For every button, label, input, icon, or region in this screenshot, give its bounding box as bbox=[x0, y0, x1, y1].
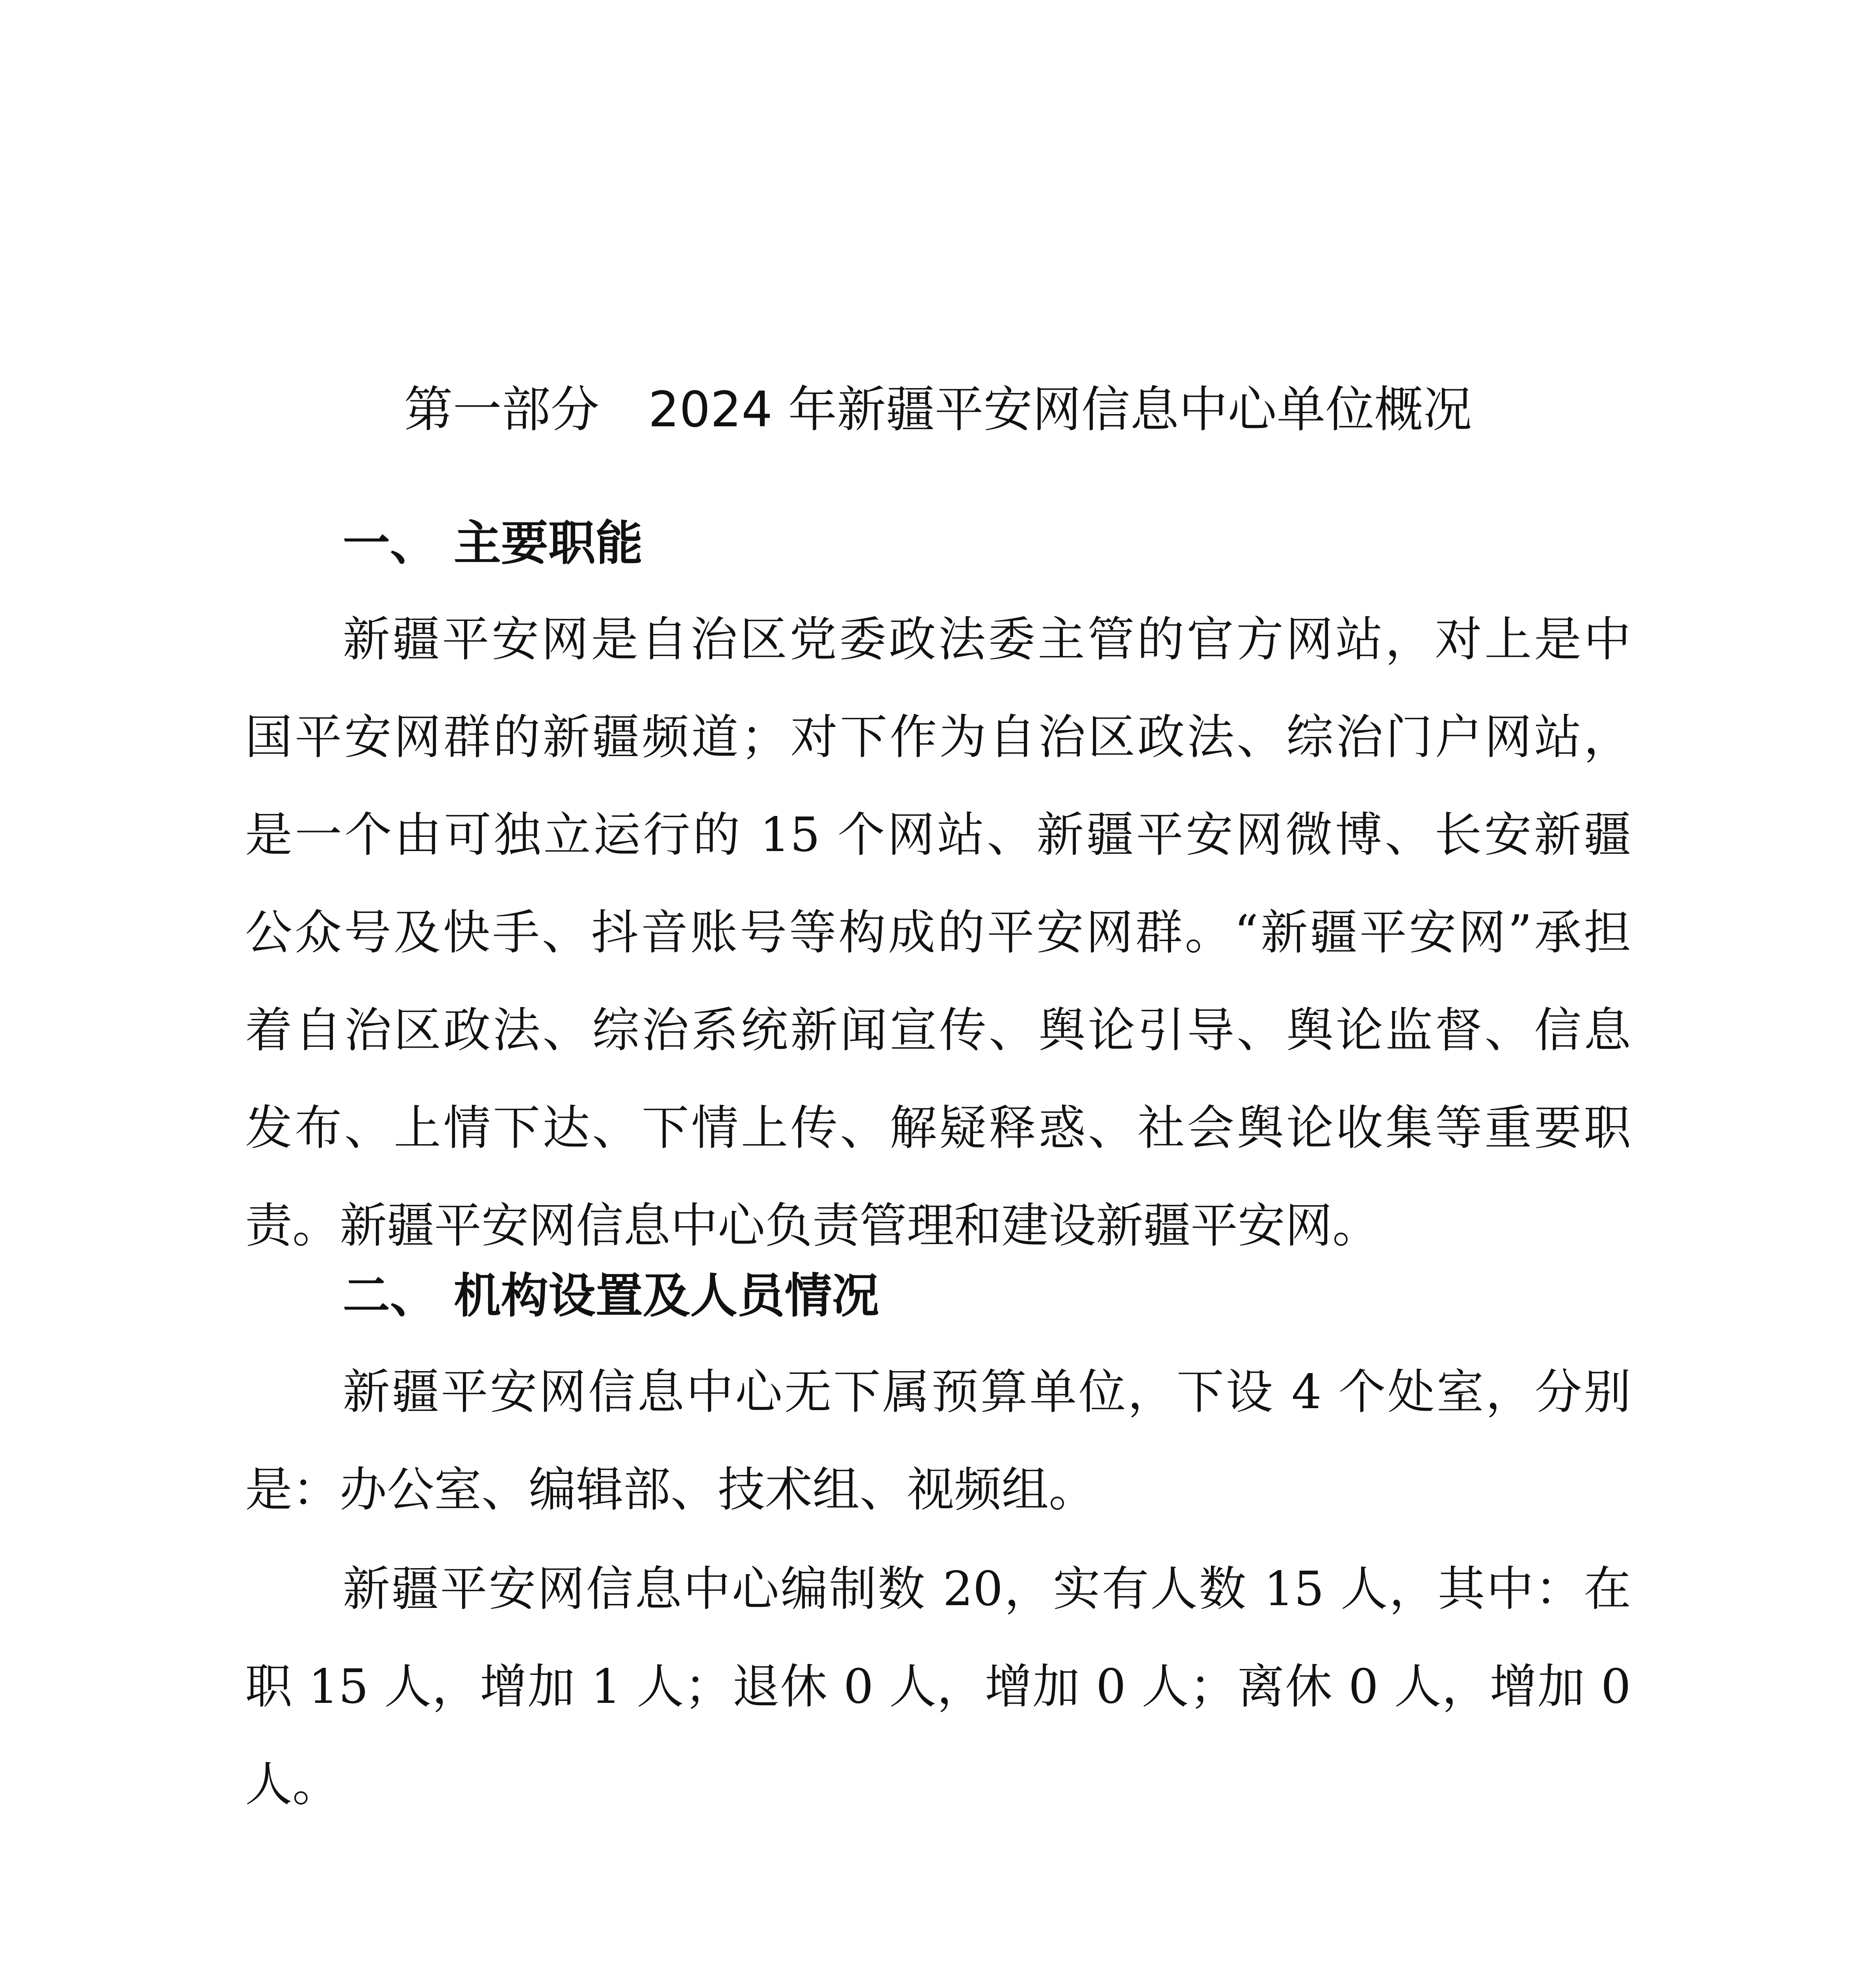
paragraph-line: 着自治区政法、综治系统新闻宣传、舆论引导、舆论监督、信息 bbox=[245, 1003, 1631, 1058]
section-heading-main-functions: 一、 主要职能 bbox=[343, 516, 643, 571]
paragraph-line: 新疆平安网信息中心无下属预算单位，下设 4 个处室，分别 bbox=[343, 1365, 1631, 1420]
page-title: 第一部分 2024 年新疆平安网信息中心单位概况 bbox=[404, 381, 1472, 438]
paragraph-line: 国平安网群的新疆频道；对下作为自治区政法、综治门户网站， bbox=[245, 710, 1631, 765]
organization-paragraph bbox=[245, 1344, 1631, 1539]
paragraph-line: 职 15 人，增加 1 人；退休 0 人，增加 0 人；离休 0 人，增加 0 bbox=[245, 1660, 1631, 1714]
staffing-paragraph bbox=[245, 1541, 1631, 1834]
main-functions-paragraph bbox=[245, 591, 1631, 1275]
paragraph-line: 公众号及快手、抖音账号等构成的平安网群。“新疆平安网”承担 bbox=[245, 905, 1631, 960]
paragraph-line: 发布、上情下达、下情上传、解疑释惑、社会舆论收集等重要职 bbox=[245, 1101, 1631, 1156]
paragraph-line: 人。 bbox=[245, 1757, 340, 1812]
section-heading-organization-staffing: 二、 机构设置及人员情况 bbox=[343, 1269, 879, 1323]
paragraph-line: 新疆平安网是自治区党委政法委主管的官方网站，对上是中 bbox=[343, 612, 1631, 667]
paragraph-line: 责。新疆平安网信息中心负责管理和建设新疆平安网。 bbox=[245, 1199, 1380, 1253]
paragraph-line: 新疆平安网信息中心编制数 20，实有人数 15 人，其中：在 bbox=[343, 1562, 1631, 1617]
paragraph-line: 是一个由可独立运行的 15 个网站、新疆平安网微博、长安新疆 bbox=[245, 808, 1631, 862]
paragraph-line: 是：办公室、编辑部、技术组、视频组。 bbox=[245, 1463, 1096, 1517]
